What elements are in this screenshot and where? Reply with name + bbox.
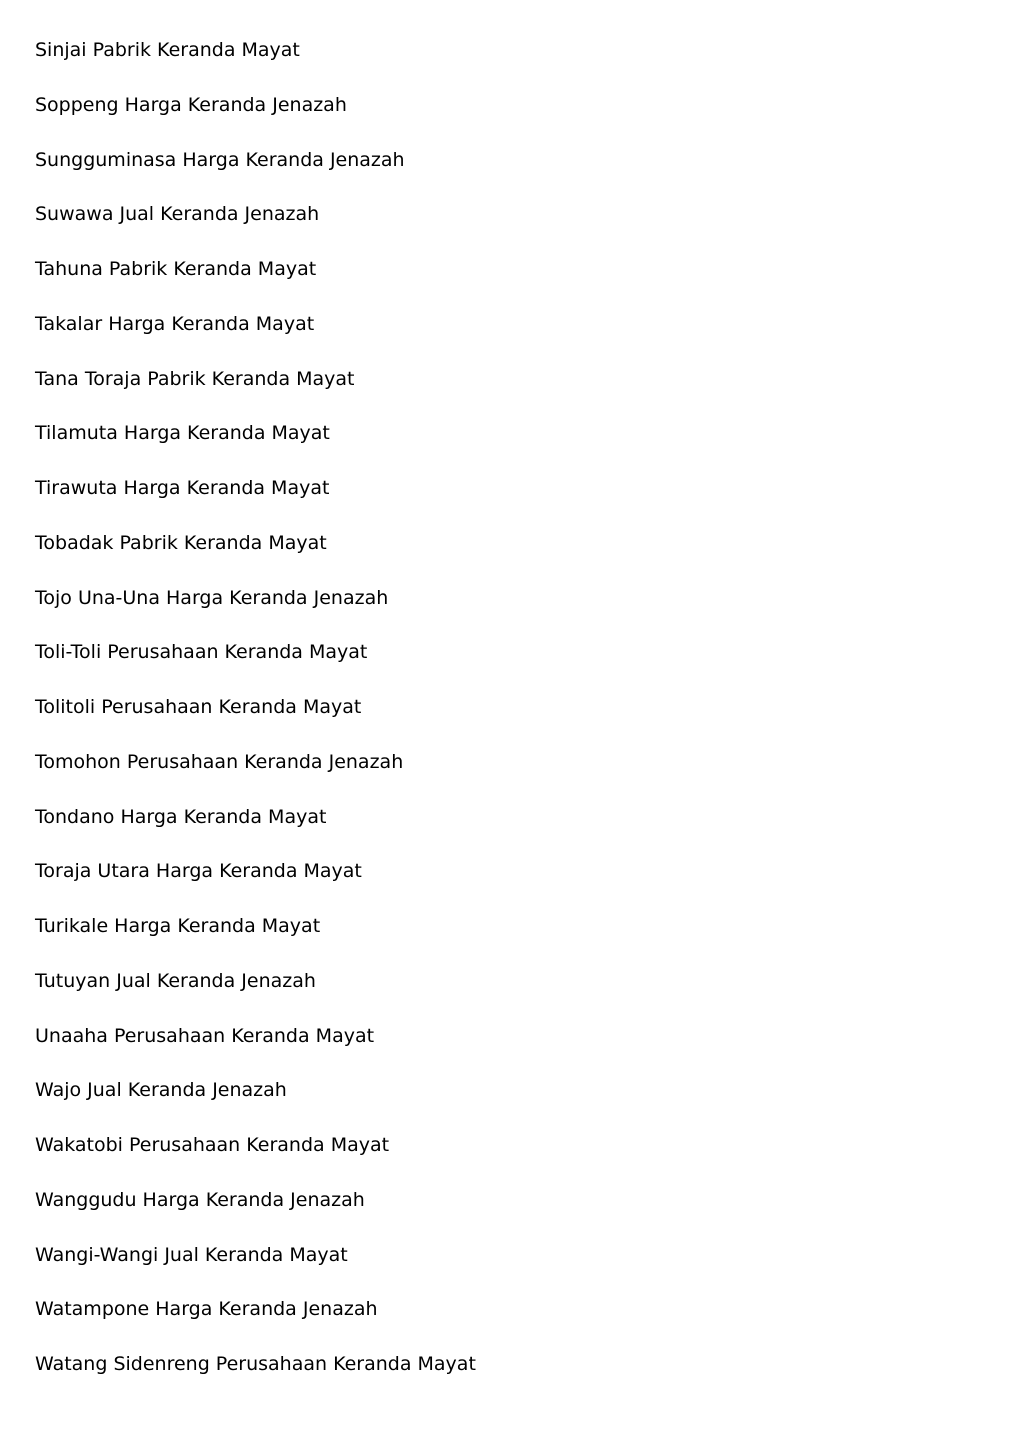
list-item: Wangi-Wangi Jual Keranda Mayat <box>35 1243 348 1266</box>
document-page <box>35 37 985 1406</box>
list-item: Tolitoli Perusahaan Keranda Mayat <box>35 696 362 718</box>
list-item: Turikale Harga Keranda Mayat <box>35 915 321 937</box>
list-item: Wanggudu Harga Keranda Jenazah <box>35 1188 365 1211</box>
list-item: Suwawa Jual Keranda Jenazah <box>35 203 320 226</box>
list-item: Unaaha Perusahaan Keranda Mayat <box>35 1024 375 1047</box>
list-item: Watampone Harga Keranda Jenazah <box>35 1298 378 1321</box>
list-item: Tana Toraja Pabrik Keranda Mayat <box>35 367 355 390</box>
list-item: Watang Sidenreng Perusahaan Keranda Mayat <box>35 1353 476 1375</box>
list-item: Soppeng Harga Keranda Jenazah <box>35 93 347 116</box>
list-item: Wakatobi Perusahaan Keranda Mayat <box>35 1134 390 1156</box>
list-item: Wajo Jual Keranda Jenazah <box>35 1079 287 1102</box>
list-item: Takalar Harga Keranda Mayat <box>35 312 315 335</box>
list-item: Tondano Harga Keranda Mayat <box>35 805 327 828</box>
list-item: Tirawuta Harga Keranda Mayat <box>35 477 330 499</box>
list-item: Tomohon Perusahaan Keranda Jenazah <box>35 750 404 773</box>
list-item: Tilamuta Harga Keranda Mayat <box>35 422 330 445</box>
list-item: Tojo Una-Una Harga Keranda Jenazah <box>35 586 389 609</box>
list-item: Tutuyan Jual Keranda Jenazah <box>35 969 316 992</box>
list-item: Sungguminasa Harga Keranda Jenazah <box>35 148 405 171</box>
list-item: Tobadak Pabrik Keranda Mayat <box>35 531 327 554</box>
list-item: Sinjai Pabrik Keranda Mayat <box>35 39 300 61</box>
list-item: Toli-Toli Perusahaan Keranda Mayat <box>35 641 368 664</box>
list-item: Tahuna Pabrik Keranda Mayat <box>35 258 317 280</box>
list-item: Toraja Utara Harga Keranda Mayat <box>35 860 362 883</box>
